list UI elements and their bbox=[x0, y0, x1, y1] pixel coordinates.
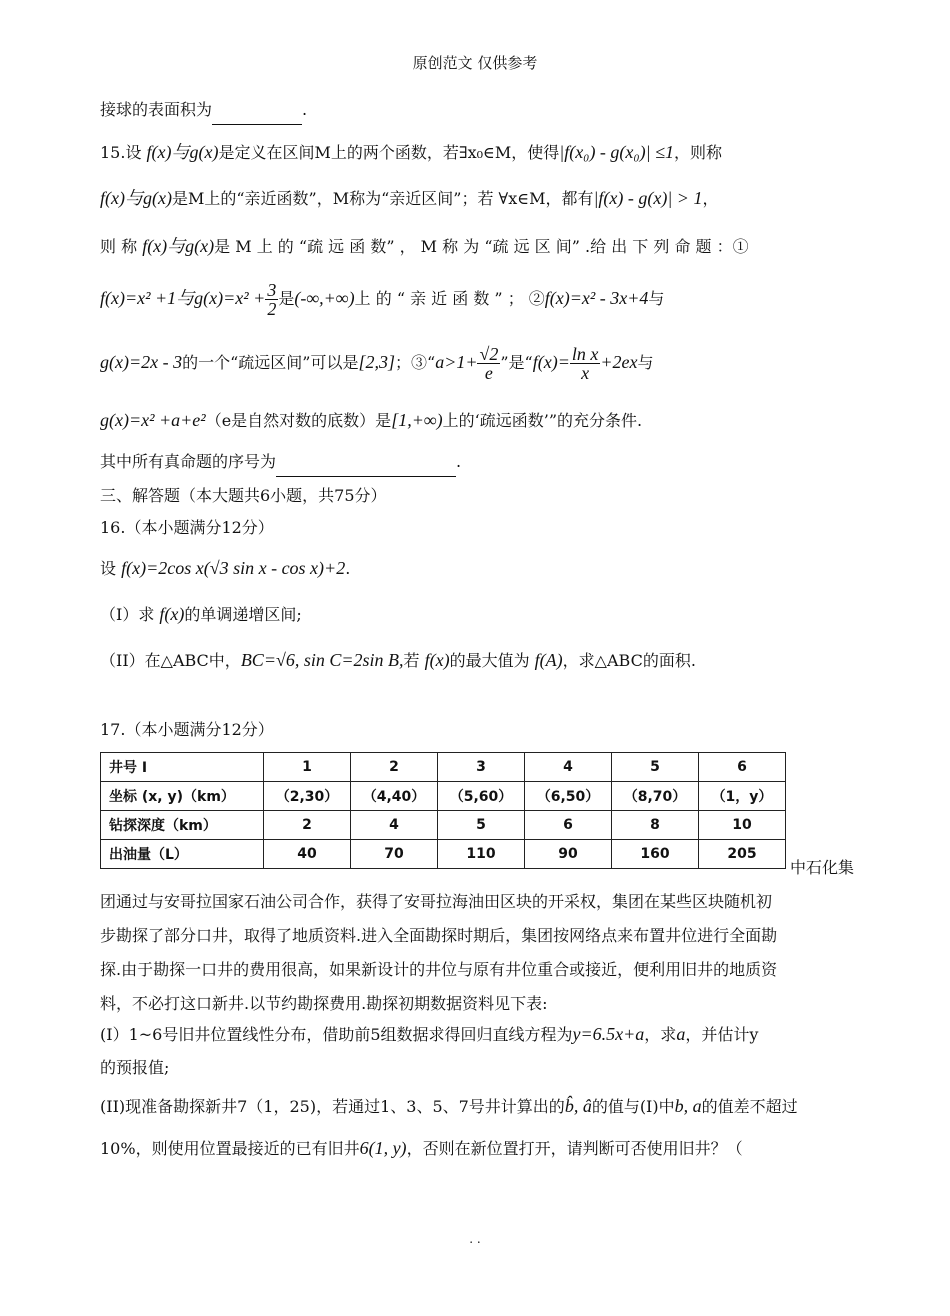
math: |f(x₀) - g(x₀)| ≤1 bbox=[559, 142, 674, 162]
math: f(x)=x² - 3x+4 bbox=[544, 288, 649, 308]
line-17-6: 的预报值; bbox=[100, 1058, 170, 1077]
math: +2ex bbox=[600, 352, 638, 372]
math: BC=√6, sin C=2sin B, bbox=[240, 650, 404, 670]
text: ，并估计y bbox=[685, 1025, 759, 1044]
numerator: 3 bbox=[267, 280, 277, 300]
question-16-title: 16.（本小题满分12分） bbox=[100, 518, 274, 537]
math: f(x)=x² +1与g(x)=x² + bbox=[100, 288, 266, 308]
table-cell: 2 bbox=[264, 811, 351, 840]
table-row bbox=[101, 811, 786, 840]
text: ”是“ bbox=[500, 353, 533, 372]
section-heading: 三、解答题（本大题共6小题，共75分） bbox=[100, 486, 387, 505]
table-cell: 井号 I bbox=[101, 753, 264, 782]
answer-blank bbox=[276, 452, 456, 477]
table-cell: 4 bbox=[525, 753, 612, 782]
answer-blank bbox=[212, 100, 302, 125]
text: 15.设 bbox=[100, 143, 147, 162]
denominator: e bbox=[484, 363, 493, 383]
table-cell: 205 bbox=[699, 840, 786, 869]
text: （II）在△ABC中， bbox=[100, 651, 241, 670]
line-16-1 bbox=[100, 556, 870, 581]
math: g(x)=2x - 3 bbox=[100, 352, 183, 372]
line-17-2: 步勘探了部分口井，取得了地质资料.进入全面勘探时期后，集团按网络点来布置井位进行全面勘 bbox=[100, 926, 778, 945]
line-17-3: 探.由于勘探一口井的费用很高，如果新设计的井位与原有井位重合或接近，便利用旧井的地质资 bbox=[100, 960, 778, 979]
math: f(x)= bbox=[532, 352, 570, 372]
table-cell: 3 bbox=[438, 753, 525, 782]
line-17-5 bbox=[100, 1022, 870, 1047]
table-cell: 1 bbox=[264, 753, 351, 782]
text: (I）1~6号旧井位置线性分布，借助前5组数据求得回归直线方程为 bbox=[100, 1025, 573, 1044]
line-15-2 bbox=[100, 186, 870, 211]
math: f(x) bbox=[424, 650, 450, 670]
text: 是 M 上 的 “疏 远 函 数” ， M 称 为 “疏 远 区 间” .给 出 下 列 命 题 ：① bbox=[214, 237, 749, 256]
text: ，求△ABC的面积. bbox=[562, 651, 696, 670]
table-cell: 出油量（L） bbox=[101, 840, 264, 869]
math: y=6.5x+a bbox=[572, 1024, 645, 1044]
table-cell: 4 bbox=[351, 811, 438, 840]
text: . bbox=[456, 452, 462, 471]
math: f(x)与g(x) bbox=[100, 188, 172, 208]
table-cell: 40 bbox=[264, 840, 351, 869]
table-cell: （4,40） bbox=[351, 782, 438, 811]
text: ， bbox=[702, 189, 719, 208]
math: 6(1, y) bbox=[359, 1138, 407, 1158]
line-15-6 bbox=[100, 408, 870, 433]
table-cell: 钻探深度（km） bbox=[101, 811, 264, 840]
text: 的最大值为 bbox=[449, 651, 535, 670]
fraction bbox=[265, 281, 278, 318]
math: f(x)与g(x) bbox=[142, 236, 215, 256]
text: 与 bbox=[648, 289, 665, 308]
text: . bbox=[345, 559, 351, 578]
question-17-title: 17.（本小题满分12分） bbox=[100, 720, 274, 739]
text: 的值差不超过 bbox=[701, 1097, 798, 1116]
table-row bbox=[101, 782, 786, 811]
text: 若 bbox=[403, 651, 425, 670]
math: a>1+ bbox=[435, 352, 478, 372]
table-cell: 5 bbox=[438, 811, 525, 840]
line-16-2 bbox=[100, 602, 870, 627]
line-15-7 bbox=[100, 450, 870, 477]
text: 接球的表面积为 bbox=[100, 100, 213, 119]
text: （I）求 bbox=[100, 605, 160, 624]
math: f(x)=2cos x(√3 sin x - cos x)+2 bbox=[121, 558, 346, 578]
page-header: 原创范文 仅供参考 bbox=[412, 54, 538, 72]
text: . bbox=[302, 100, 308, 119]
table-cell: 5 bbox=[612, 753, 699, 782]
line-15-3 bbox=[100, 234, 870, 259]
table-row bbox=[101, 840, 786, 869]
text: 的单调递增区间; bbox=[184, 605, 302, 624]
text: 中石化集 bbox=[790, 858, 855, 877]
text: 的一个“疏远区间”可以是 bbox=[182, 353, 359, 372]
denominator: x bbox=[581, 363, 590, 383]
table-cell: 6 bbox=[525, 811, 612, 840]
table-cell: （2,30） bbox=[264, 782, 351, 811]
line-0 bbox=[100, 98, 870, 125]
line-17-4: 料，不必打这口新井.以节约勘探费用.勘探初期数据资料见下表: bbox=[100, 994, 548, 1013]
math: b, a bbox=[674, 1096, 702, 1116]
math: f(x) bbox=[159, 604, 185, 624]
page-footer: . . bbox=[469, 1232, 481, 1246]
well-data-table bbox=[100, 752, 786, 869]
fraction bbox=[570, 345, 601, 382]
math: f(A) bbox=[534, 650, 563, 670]
table-cell: （1，y） bbox=[699, 782, 786, 811]
table-cell: 8 bbox=[612, 811, 699, 840]
text: 上的‘疏远函数’”的充分条件. bbox=[442, 411, 643, 430]
table-cell: 160 bbox=[612, 840, 699, 869]
text: ；③“ bbox=[395, 353, 436, 372]
line-17-7 bbox=[100, 1094, 870, 1119]
table-cell: 90 bbox=[525, 840, 612, 869]
text: 上 的 “ 亲 近 函 数 ” ； ② bbox=[354, 289, 545, 308]
table bbox=[100, 752, 786, 869]
math: (-∞,+∞) bbox=[294, 288, 355, 308]
line-17-1: 团通过与安哥拉国家石油公司合作，获得了安哥拉海油田区块的开采权，集团在某些区块随机初 bbox=[100, 892, 773, 911]
text: 是M上的“亲近函数”，M称为“亲近区间”；若 ∀x∈M，都有 bbox=[171, 189, 594, 208]
table-cell: （6,50） bbox=[525, 782, 612, 811]
text: 是 bbox=[278, 289, 295, 308]
text: 的值与(I)中 bbox=[591, 1097, 675, 1116]
text: ，否则在新位置打开，请判断可否使用旧井？（ bbox=[406, 1139, 743, 1158]
text: 与 bbox=[637, 353, 654, 372]
text: (II)现准备勘探新井7（1，25)，若通过1、3、5、7号井计算出的 bbox=[100, 1097, 565, 1116]
text: 其中所有真命题的序号为 bbox=[100, 452, 277, 471]
table-cell: 2 bbox=[351, 753, 438, 782]
line-16-3 bbox=[100, 648, 870, 673]
math: g(x)=x² +a+e² bbox=[100, 410, 206, 430]
table-row bbox=[101, 753, 786, 782]
table-cell: （5,60） bbox=[438, 782, 525, 811]
math: b̂, â bbox=[564, 1096, 592, 1116]
line-15-1 bbox=[100, 140, 870, 165]
text: 则 称 bbox=[100, 237, 143, 256]
math: |f(x) - g(x)| > 1 bbox=[593, 188, 703, 208]
text: 10%，则使用位置最接近的已有旧井 bbox=[100, 1139, 360, 1158]
fraction bbox=[477, 345, 500, 382]
math: [1,+∞) bbox=[391, 410, 443, 430]
numerator: ln x bbox=[571, 344, 599, 364]
table-cell: 70 bbox=[351, 840, 438, 869]
math: a bbox=[676, 1024, 686, 1044]
text: 设 bbox=[100, 559, 122, 578]
table-cell: 110 bbox=[438, 840, 525, 869]
table-cell: 坐标 (x, y)（km） bbox=[101, 782, 264, 811]
table-cell: 6 bbox=[699, 753, 786, 782]
line-17-8 bbox=[100, 1136, 870, 1161]
numerator: √2 bbox=[479, 344, 499, 364]
math: [2,3] bbox=[358, 352, 395, 372]
table-cell: 10 bbox=[699, 811, 786, 840]
denominator: 2 bbox=[267, 299, 277, 319]
text: （e是自然对数的底数）是 bbox=[205, 411, 392, 430]
line-15-4 bbox=[100, 278, 870, 319]
text: 是定义在区间M上的两个函数，若∃x₀∈M，使得 bbox=[218, 143, 560, 162]
math: f(x)与g(x) bbox=[146, 142, 219, 162]
line-15-5 bbox=[100, 340, 870, 385]
table-cell: （8,70） bbox=[612, 782, 699, 811]
text: ，求 bbox=[644, 1025, 677, 1044]
text: ，则称 bbox=[674, 143, 723, 162]
